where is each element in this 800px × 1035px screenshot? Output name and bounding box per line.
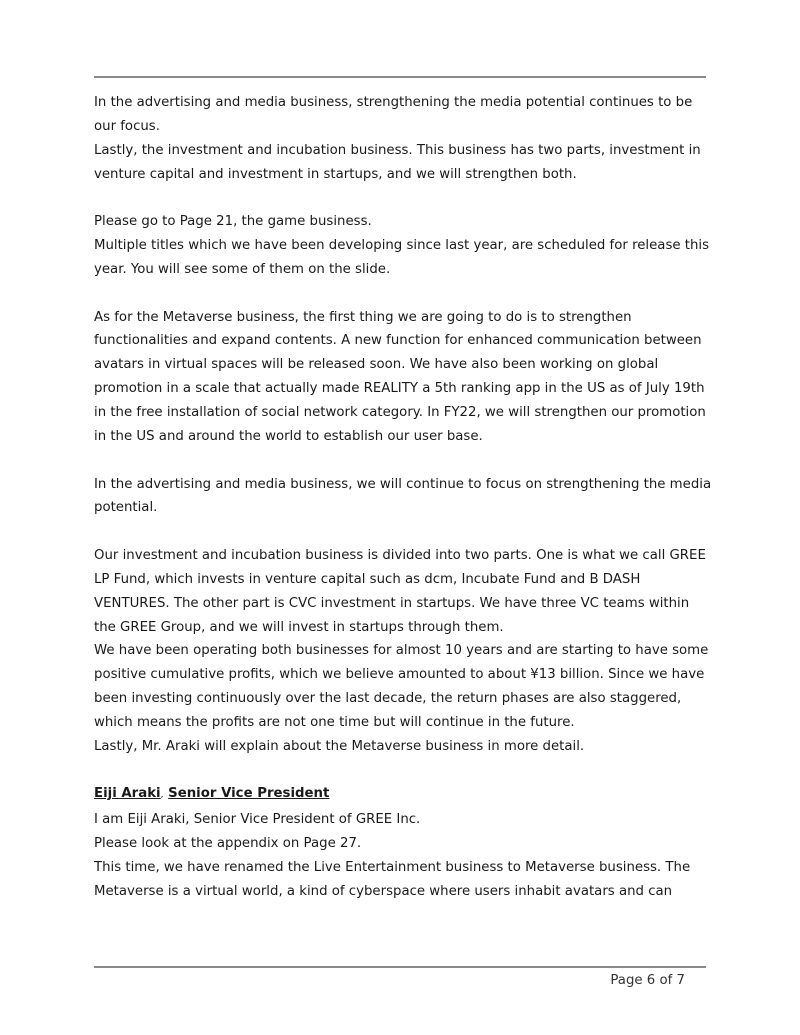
paragraph-investment-profits: We have been operating both businesses for almost 10 years and are starting to have some positive cumulative profits, which we believe amounted to about ¥13 billion. Since we have been investing continuously over the last decade, the return phases are also staggered, which means the profits are not one time but will continue in the future. (94, 643, 709, 730)
page-number: Page 6 of 7 (610, 973, 685, 988)
paragraph-game-page: Please go to Page 21, the game business. (94, 214, 372, 230)
paragraph-gap (94, 449, 712, 473)
header-rule (94, 76, 706, 78)
paragraph-game-titles: Multiple titles which we have been developing since last year, are scheduled for release this year. You will see some of them on the slide. (94, 238, 710, 277)
speaker-metaverse: This time, we have renamed the Live Entertainment business to Metaverse business. The Metaverse is a virtual world, a kind of cyberspace where users inhabit avatars and can (94, 860, 691, 899)
footer-rule (94, 966, 706, 968)
paragraph-gap (94, 520, 712, 544)
speaker-intro: I am Eiji Araki, Senior Vice President of GREE Inc. (94, 812, 421, 828)
paragraph-metaverse: As for the Metaverse business, the first thing we are going to do is to strengthen functionalities and expand contents. A new function for enhanced communication between avatars in virtual spaces will be released soon. We have also been working on global promotion in a scale that actually made REALITY a 5th ranking app in the US as of July 19th in the free installation of social network category. In FY22, we will strengthen our promotion in the US and around the world to establish our user base. (94, 309, 706, 444)
speaker-separator: , (160, 790, 164, 801)
speaker-title: Senior Vice President (168, 786, 330, 802)
paragraph-investment-parts: Our investment and incubation business is divided into two parts. One is what we call GREE LP Fund, which invests in venture capital such as dcm, Incubate Fund and B DASH VENTURES. The other part is CVC investment in startups. We have three VC teams within the GREE Group, and we will invest in startups through them. (94, 548, 706, 635)
paragraph-advertising-media: In the advertising and media business, we will continue to focus on strengthening the media potential. (94, 476, 712, 516)
paragraph-handover: Lastly, Mr. Araki will explain about the Metaverse business in more detail. (94, 738, 585, 754)
paragraph-investment-intro: Lastly, the investment and incubation business. This business has two parts, investment in venture capital and investment in startups, and we will strengthen both. (94, 142, 701, 182)
speaker-appendix: Please look at the appendix on Page 27. (94, 836, 362, 852)
transcript-body (94, 91, 712, 904)
speaker-name: Eiji Araki (94, 786, 161, 802)
paragraph-gap (94, 759, 712, 783)
speaker-heading (94, 782, 712, 808)
paragraph-gap (94, 282, 712, 306)
paragraph-advertising-focus: In the advertising and media business, strengthening the media potential continues to be our focus. (94, 95, 693, 134)
paragraph-gap (94, 186, 712, 210)
